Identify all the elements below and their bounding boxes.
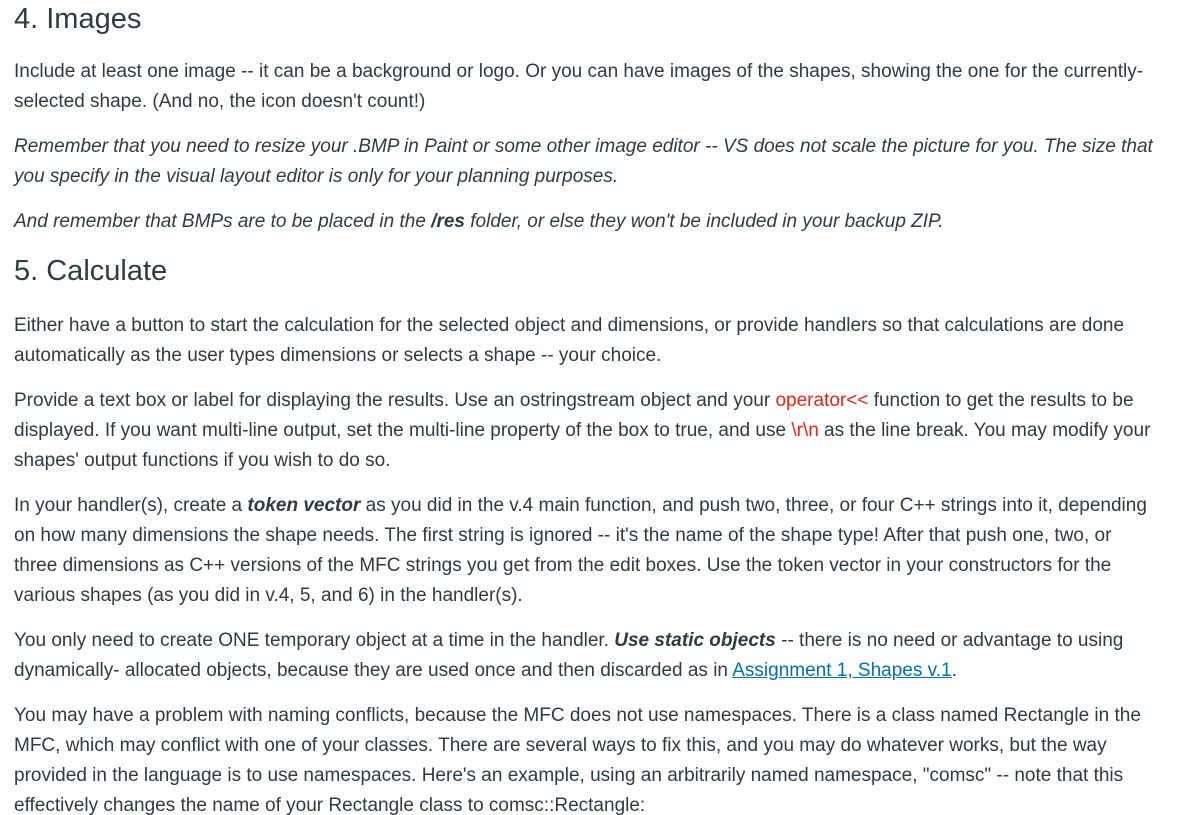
calc-p3-text-a: In your handler(s), create a	[14, 495, 248, 516]
images-paragraph-2	[14, 132, 1159, 192]
images-res-note	[14, 211, 944, 232]
calculate-paragraph-1: Either have a button to start the calculation for the selected object and dimensions, or provide handlers so that calculations are done automatically as the user types dimensions or selects a shape -- your choice.	[14, 315, 1125, 366]
calc-p4-text-c: -- there is no need or advantage to using dynamically- allocated objects, because they are used once and then discarded as in	[14, 630, 1124, 681]
operator-code: operator<<	[775, 390, 869, 411]
res-folder-name: /res	[431, 211, 465, 232]
calculate-paragraph-2	[14, 386, 1159, 476]
calc-p2-text-a: Provide a text box or label for displaying the results. Use an ostringstream object and your	[14, 390, 776, 411]
calculate-paragraph-5: You may have a problem with naming conflicts, because the MFC does not use namespaces. There is a class named Rectangle in the MFC, which may conflict with one of your classes. There are several ways to fix this, and you may do whatever works, but the way provided in the language is to use namespaces. Here's an example, using an arbitrarily named namespace, "comsc" -- note that this effectively changes the name of your Rectangle class to comsc::Rectangle:	[14, 705, 1141, 815]
images-res-text-c: folder, or else they won't be included in your backup ZIP.	[464, 211, 944, 232]
images-resize-note: Remember that you need to resize your .BMP in Paint or some other image editor -- VS does not scale the picture for you. The size that you specify in the visual layout editor is only for your planning purposes.	[14, 136, 1153, 187]
images-paragraph-3	[14, 207, 1159, 237]
calc-p4-text-d: .	[951, 660, 957, 681]
calculate-paragraph-3	[14, 491, 1159, 611]
section-heading-images: 4. Images	[14, 3, 142, 35]
calc-p4-text-a: You only need to create ONE temporary object at a time in the handler.	[14, 630, 615, 651]
section-heading-calculate: 5. Calculate	[14, 255, 168, 287]
images-res-text-a: And remember that BMPs are to be placed in the	[14, 211, 432, 232]
line-break-code: \r\n	[791, 420, 819, 441]
calc-p3-text-c: as you did in the v.4 main function, and push two, three, or four C++ strings into it, depending on how many dimensions the shape needs. The first string is ignored -- it's the name of the shape type! After that push one, two, or three dimensions as C++ versions of the MFC strings you get from the edit boxes. Use the token vector in your constructors for the various shapes (as you did in v.4, 5, and 6) in the handler(s).	[14, 495, 1147, 606]
calculate-paragraph-4	[14, 626, 1159, 686]
static-objects-term: Use static objects	[614, 630, 776, 651]
images-paragraph-1: Include at least one image -- it can be a background or logo. Or you can have images of the shapes, showing the one for the currently-selected shape. (And no, the icon doesn't count!)	[14, 61, 1144, 112]
token-vector-term: token vector	[247, 495, 361, 516]
calc-p2-text-c: function to get the results to be displayed. If you want multi-line output, set the multi-line property of the box to true, and use	[14, 390, 1134, 441]
calc-p2-text-e: as the line break. You may modify your shapes' output functions if you wish to do so.	[14, 420, 1151, 471]
assignment-1-link[interactable]: Assignment 1, Shapes v.1	[732, 660, 952, 681]
